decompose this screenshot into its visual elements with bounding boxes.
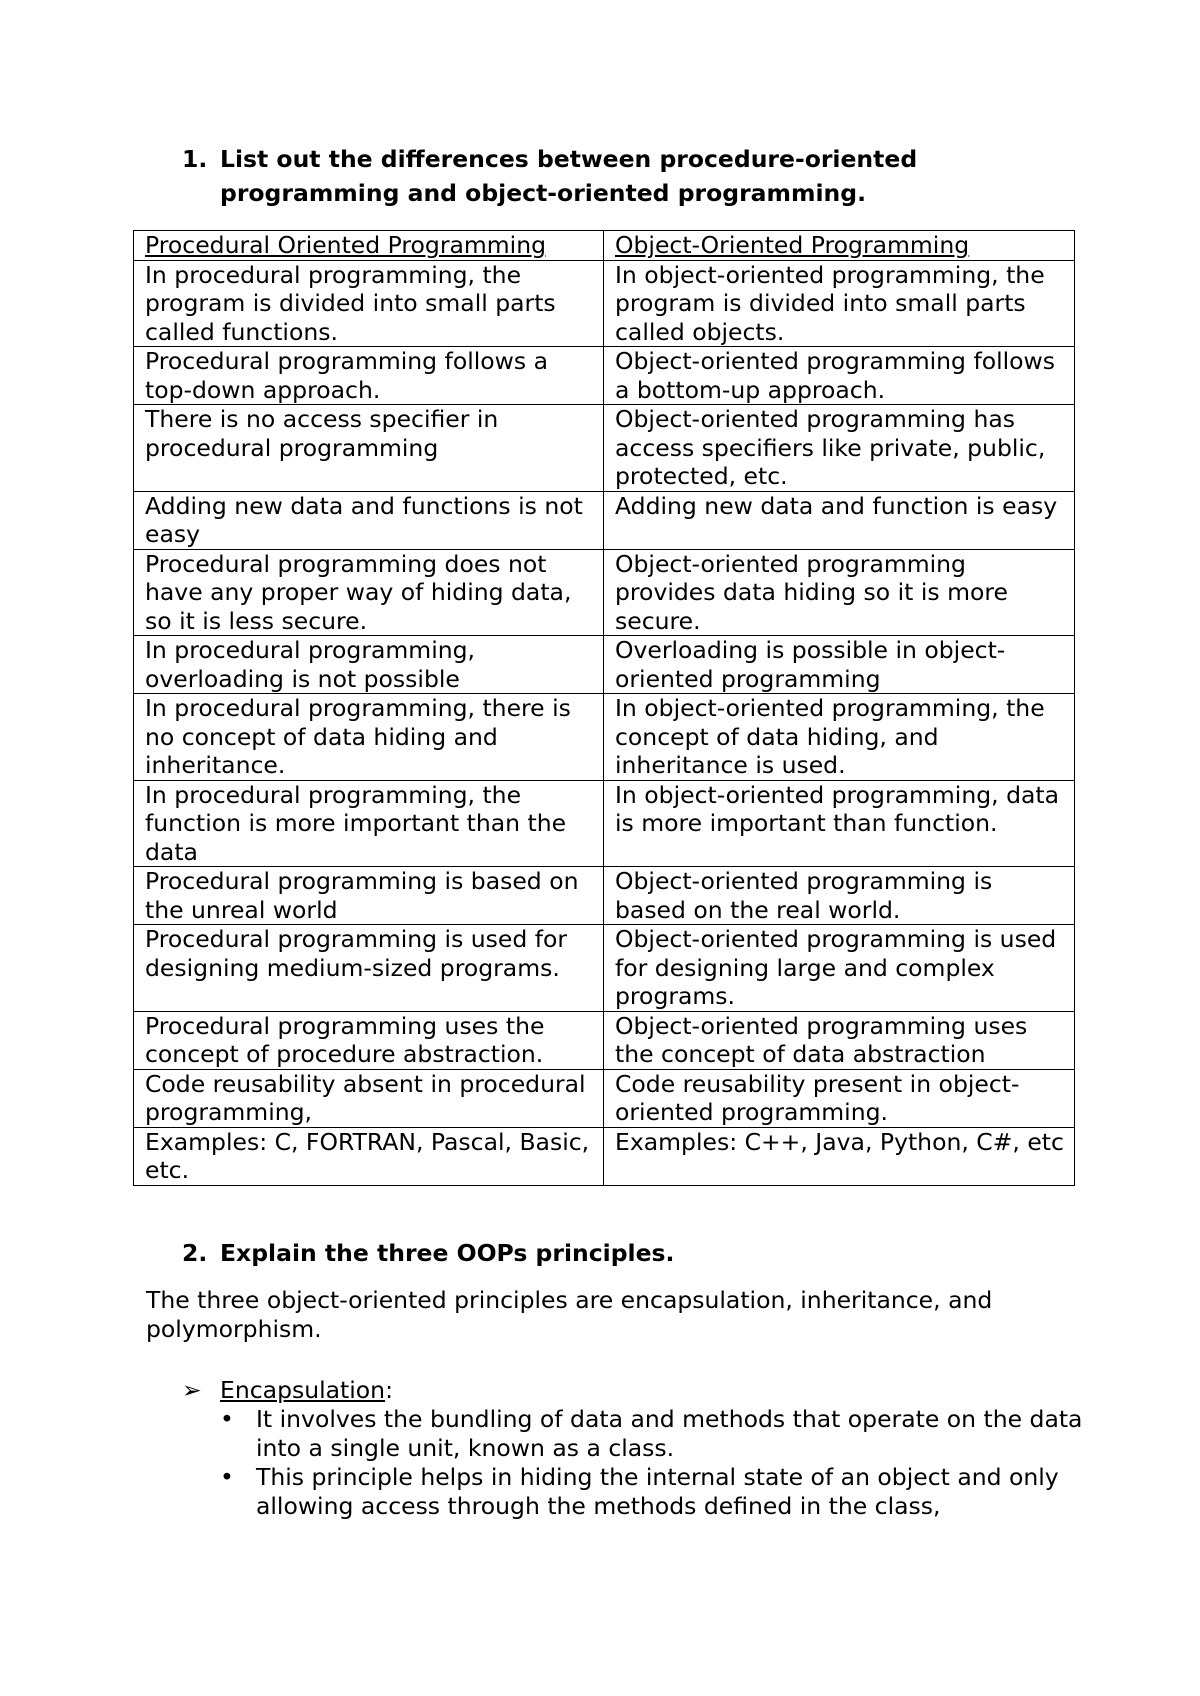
cell-procedural: Procedural programming is used for designing medium-sized programs. bbox=[134, 925, 604, 1012]
cell-procedural: Code reusability absent in procedural programming, bbox=[134, 1069, 604, 1127]
cell-object-oriented: In object-oriented programming, the concept of data hiding, and inheritance is used. bbox=[604, 694, 1075, 781]
list-item bbox=[220, 1405, 1100, 1463]
table-row bbox=[134, 405, 1075, 492]
cell-object-oriented: Object-oriented programming uses the concept of data abstraction bbox=[604, 1011, 1075, 1069]
question-2-heading bbox=[182, 1236, 674, 1270]
cell-procedural: Procedural programming follows a top-down approach. bbox=[134, 347, 604, 405]
question-1-heading bbox=[182, 142, 1062, 210]
cell-object-oriented: Object-oriented programming provides data hiding so it is more secure. bbox=[604, 549, 1075, 636]
table-row bbox=[134, 1127, 1075, 1185]
table-row bbox=[134, 694, 1075, 781]
cell-object-oriented: Examples: C++, Java, Python, C#, etc bbox=[604, 1127, 1075, 1185]
bullet-text: This principle helps in hiding the internal state of an object and only allowing access through the methods defined in the class, bbox=[256, 1463, 1059, 1520]
bullet-dot-icon: • bbox=[220, 1463, 234, 1491]
cell-object-oriented: Object-oriented programming has access specifiers like private, public, protected, etc. bbox=[604, 405, 1075, 492]
cell-procedural: There is no access specifier in procedural programming bbox=[134, 405, 604, 492]
table-row bbox=[134, 549, 1075, 636]
cell-object-oriented: Object-oriented programming is based on the real world. bbox=[604, 867, 1075, 925]
question-2-number: 2. bbox=[182, 1239, 208, 1267]
cell-object-oriented: Code reusability present in object-oriented programming. bbox=[604, 1069, 1075, 1127]
table-row bbox=[134, 925, 1075, 1012]
bullet-dot-icon: • bbox=[220, 1405, 234, 1433]
cell-object-oriented: Overloading is possible in object-oriented programming bbox=[604, 636, 1075, 694]
cell-procedural: Procedural programming is based on the unreal world bbox=[134, 867, 604, 925]
table-row bbox=[134, 1011, 1075, 1069]
table-row bbox=[134, 636, 1075, 694]
header-object-oriented: Object-Oriented Programming bbox=[604, 231, 1075, 261]
comparison-table bbox=[133, 230, 1075, 1186]
table-header-row bbox=[134, 231, 1075, 261]
table-row bbox=[134, 780, 1075, 867]
question-2-text: Explain the three OOPs principles. bbox=[220, 1239, 675, 1267]
encapsulation-colon: : bbox=[385, 1376, 393, 1404]
cell-procedural: In procedural programming, overloading is not possible bbox=[134, 636, 604, 694]
cell-procedural: In procedural programming, there is no concept of data hiding and inheritance. bbox=[134, 694, 604, 781]
bullet-text: It involves the bundling of data and methods that operate on the data into a single unit, known as a class. bbox=[256, 1405, 1083, 1462]
question-1-text: List out the differences between procedure-oriented programming and object-oriented programming. bbox=[220, 145, 918, 207]
table-row bbox=[134, 491, 1075, 549]
intro-paragraph: The three object-oriented principles are encapsulation, inheritance, and polymorphism. bbox=[146, 1286, 993, 1343]
cell-object-oriented: Object-oriented programming follows a bottom-up approach. bbox=[604, 347, 1075, 405]
table-row bbox=[134, 347, 1075, 405]
encapsulation-bullet-list bbox=[220, 1405, 1100, 1521]
table-row bbox=[134, 867, 1075, 925]
list-item bbox=[220, 1463, 1100, 1521]
cell-object-oriented: Object-oriented programming is used for designing large and complex programs. bbox=[604, 925, 1075, 1012]
cell-procedural: In procedural programming, the program is divided into small parts called functions. bbox=[134, 260, 604, 347]
arrow-bullet-icon: ➢ bbox=[182, 1376, 202, 1404]
header-procedural: Procedural Oriented Programming bbox=[134, 231, 604, 261]
table-row bbox=[134, 1069, 1075, 1127]
cell-object-oriented: Adding new data and function is easy bbox=[604, 491, 1075, 549]
encapsulation-title: Encapsulation bbox=[220, 1376, 386, 1404]
cell-object-oriented: In object-oriented programming, the program is divided into small parts called objects. bbox=[604, 260, 1075, 347]
table-row bbox=[134, 260, 1075, 347]
cell-procedural: Procedural programming uses the concept of procedure abstraction. bbox=[134, 1011, 604, 1069]
cell-procedural: In procedural programming, the function is more important than the data bbox=[134, 780, 604, 867]
cell-procedural: Procedural programming does not have any proper way of hiding data, so it is less secure. bbox=[134, 549, 604, 636]
question-1-number: 1. bbox=[182, 145, 208, 173]
cell-procedural: Examples: C, FORTRAN, Pascal, Basic, etc. bbox=[134, 1127, 604, 1185]
cell-procedural: Adding new data and functions is not easy bbox=[134, 491, 604, 549]
cell-object-oriented: In object-oriented programming, data is more important than function. bbox=[604, 780, 1075, 867]
